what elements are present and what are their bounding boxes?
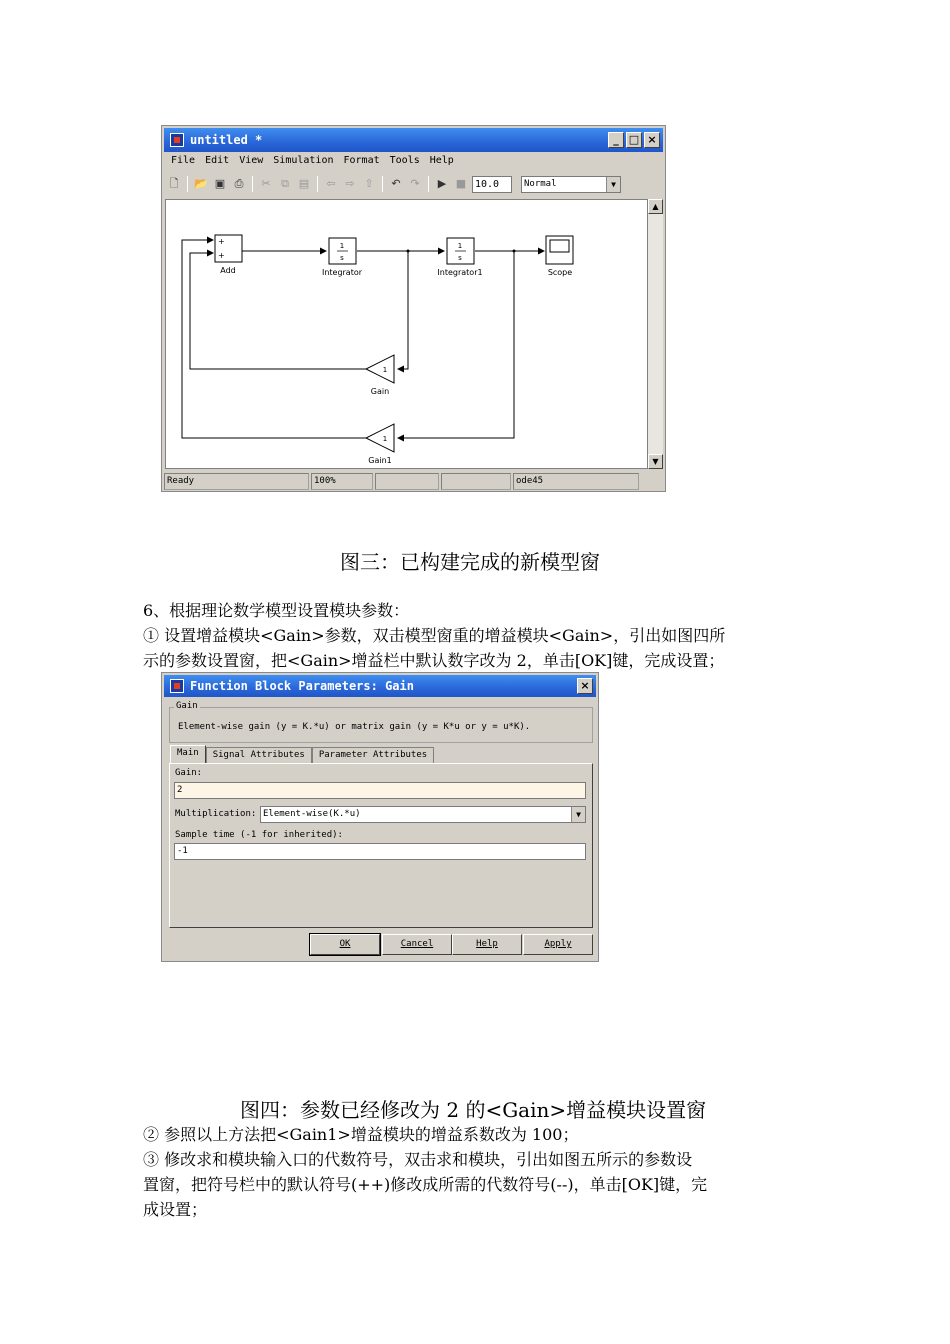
integrator1-denominator: s: [458, 254, 462, 262]
gain1-value: 1: [382, 435, 388, 443]
chevron-down-icon[interactable]: ▼: [606, 177, 620, 192]
status-solver: ode45: [513, 473, 639, 490]
paste-icon[interactable]: ▤: [298, 177, 310, 190]
gain-value: 1: [382, 366, 388, 374]
status-zoom: 100%: [311, 473, 373, 490]
gain-label: Gain: [370, 387, 390, 396]
toolbar-separator: [317, 176, 318, 192]
sample-time-input[interactable]: -1: [174, 843, 586, 860]
toolbar-separator: [382, 176, 383, 192]
status-state: Ready: [164, 473, 309, 490]
gain-description: Element-wise gain (y = K.*u) or matrix gain (y = K*u or y = u*K).: [178, 722, 531, 732]
toolbar: [166, 173, 661, 195]
forward-arrow-icon[interactable]: ⇨: [345, 177, 355, 190]
gain-parameters-dialog: [161, 672, 599, 962]
add-in2-sign: +: [218, 251, 225, 260]
multiplication-value: Element-wise(K.*u): [263, 809, 361, 819]
toolbar-separator: [428, 176, 429, 192]
stop-icon[interactable]: ■: [455, 177, 467, 190]
multiplication-select[interactable]: [260, 806, 586, 823]
scroll-down-icon[interactable]: ▼: [648, 454, 663, 469]
gain-field-label: Gain:: [175, 768, 203, 778]
menu-help[interactable]: Help: [429, 155, 454, 166]
menu-simulation[interactable]: Simulation: [273, 155, 334, 166]
play-icon[interactable]: ▶: [437, 177, 447, 190]
sim-mode-value: Normal: [524, 178, 557, 189]
integrator1-numerator: 1: [457, 242, 463, 250]
stop-time-input[interactable]: 10.0: [472, 176, 512, 193]
gain-block[interactable]: [366, 355, 394, 383]
model-canvas[interactable]: [165, 199, 648, 469]
scroll-up-icon[interactable]: ▲: [648, 199, 663, 214]
menu-view[interactable]: View: [239, 155, 264, 166]
integrator1-label: Integrator1: [437, 268, 483, 277]
status-bar: [164, 473, 663, 490]
menu-file[interactable]: File: [171, 155, 196, 166]
help-button[interactable]: Help: [452, 934, 522, 955]
gain-description-group: [169, 701, 593, 743]
sim-mode-select[interactable]: [521, 176, 621, 193]
tab-main[interactable]: Main: [170, 745, 206, 763]
menu-format[interactable]: Format: [343, 155, 380, 166]
gain1-block[interactable]: [366, 424, 394, 452]
block-diagram: [166, 200, 647, 468]
integrator-numerator: 1: [339, 242, 345, 250]
status-empty-2: [441, 473, 511, 490]
scope-label: Scope: [547, 268, 573, 277]
add-in1-sign: +: [218, 237, 225, 246]
menu-bar: [166, 153, 459, 171]
close-icon[interactable]: ×: [644, 132, 660, 148]
undo-icon[interactable]: ↶: [391, 177, 401, 190]
cancel-button[interactable]: Cancel: [382, 934, 452, 955]
minimize-icon[interactable]: _: [608, 132, 624, 148]
gain-input[interactable]: 2: [174, 782, 586, 799]
copy-icon[interactable]: ⧉: [281, 177, 289, 190]
figure4-caption: 图四：参数已经修改为 2 的<Gain>增益模块设置窗: [240, 1098, 707, 1122]
model-window: [161, 125, 666, 492]
new-file-icon[interactable]: 🗋: [169, 177, 179, 190]
simulink-icon: [170, 679, 184, 693]
dialog-tabs: [170, 747, 434, 763]
dialog-titlebar[interactable]: [164, 675, 596, 697]
print-icon[interactable]: ⎙: [234, 177, 244, 190]
model-window-title: untitled *: [190, 133, 263, 147]
toolbar-separator: [252, 176, 253, 192]
menu-tools[interactable]: Tools: [389, 155, 420, 166]
open-folder-icon[interactable]: 📂: [194, 177, 208, 190]
toolbar-separator: [187, 176, 188, 192]
apply-button[interactable]: Apply: [523, 934, 593, 955]
close-icon[interactable]: ×: [577, 678, 593, 694]
maximize-icon[interactable]: □: [626, 132, 642, 148]
figure3-caption: 图三：已构建完成的新模型窗: [340, 550, 600, 574]
step6-item2: ② 参照以上方法把<Gain1>增益模块的增益系数改为 100；: [143, 1125, 579, 1144]
integrator-denominator: s: [340, 254, 344, 262]
tab-parameter-attributes[interactable]: Parameter Attributes: [312, 747, 434, 763]
multiplication-label: Multiplication:: [175, 809, 257, 819]
save-icon[interactable]: ▣: [214, 177, 226, 190]
step6-item1-line1: ① 设置增益模块<Gain>参数，双击模型窗重的增益模块<Gain>，引出如图四所: [143, 626, 726, 645]
add-label: Add: [220, 266, 236, 275]
menu-edit[interactable]: Edit: [205, 155, 230, 166]
step6-item3-line3: 成设置；: [143, 1200, 208, 1219]
model-window-titlebar[interactable]: [164, 128, 663, 152]
integrator-label: Integrator: [321, 268, 363, 277]
step6-item1-line2: 示的参数设置窗，把<Gain>增益栏中默认数字改为 2，单击[OK]键，完成设置；: [143, 651, 725, 670]
group-title: Gain: [176, 701, 198, 711]
step6-item3-line1: ③ 修改求和模块输入口的代数符号，双击求和模块，引出如图五所示的参数设: [143, 1150, 693, 1169]
tab-signal-attributes[interactable]: Signal Attributes: [206, 747, 312, 763]
back-arrow-icon[interactable]: ⇦: [326, 177, 336, 190]
status-empty-1: [375, 473, 439, 490]
vertical-scrollbar[interactable]: [648, 199, 663, 469]
gain1-label: Gain1: [368, 456, 392, 465]
up-arrow-icon[interactable]: ⇧: [364, 177, 374, 190]
main-tab-panel: [169, 763, 593, 928]
cut-icon[interactable]: ✂: [261, 177, 271, 190]
chevron-down-icon[interactable]: ▼: [571, 807, 585, 822]
redo-icon[interactable]: ↷: [410, 177, 420, 190]
dialog-title: Function Block Parameters: Gain: [190, 679, 414, 693]
simulink-icon: [170, 133, 184, 147]
ok-button[interactable]: OK: [310, 934, 380, 955]
step6-item3-line2: 置窗，把符号栏中的默认符号(++)修改成所需的代数符号(--)，单击[OK]键，完: [143, 1175, 708, 1194]
step6-heading: 6、根据理论数学模型设置模块参数：: [143, 601, 410, 620]
sample-time-label: Sample time (-1 for inherited):: [175, 830, 343, 840]
